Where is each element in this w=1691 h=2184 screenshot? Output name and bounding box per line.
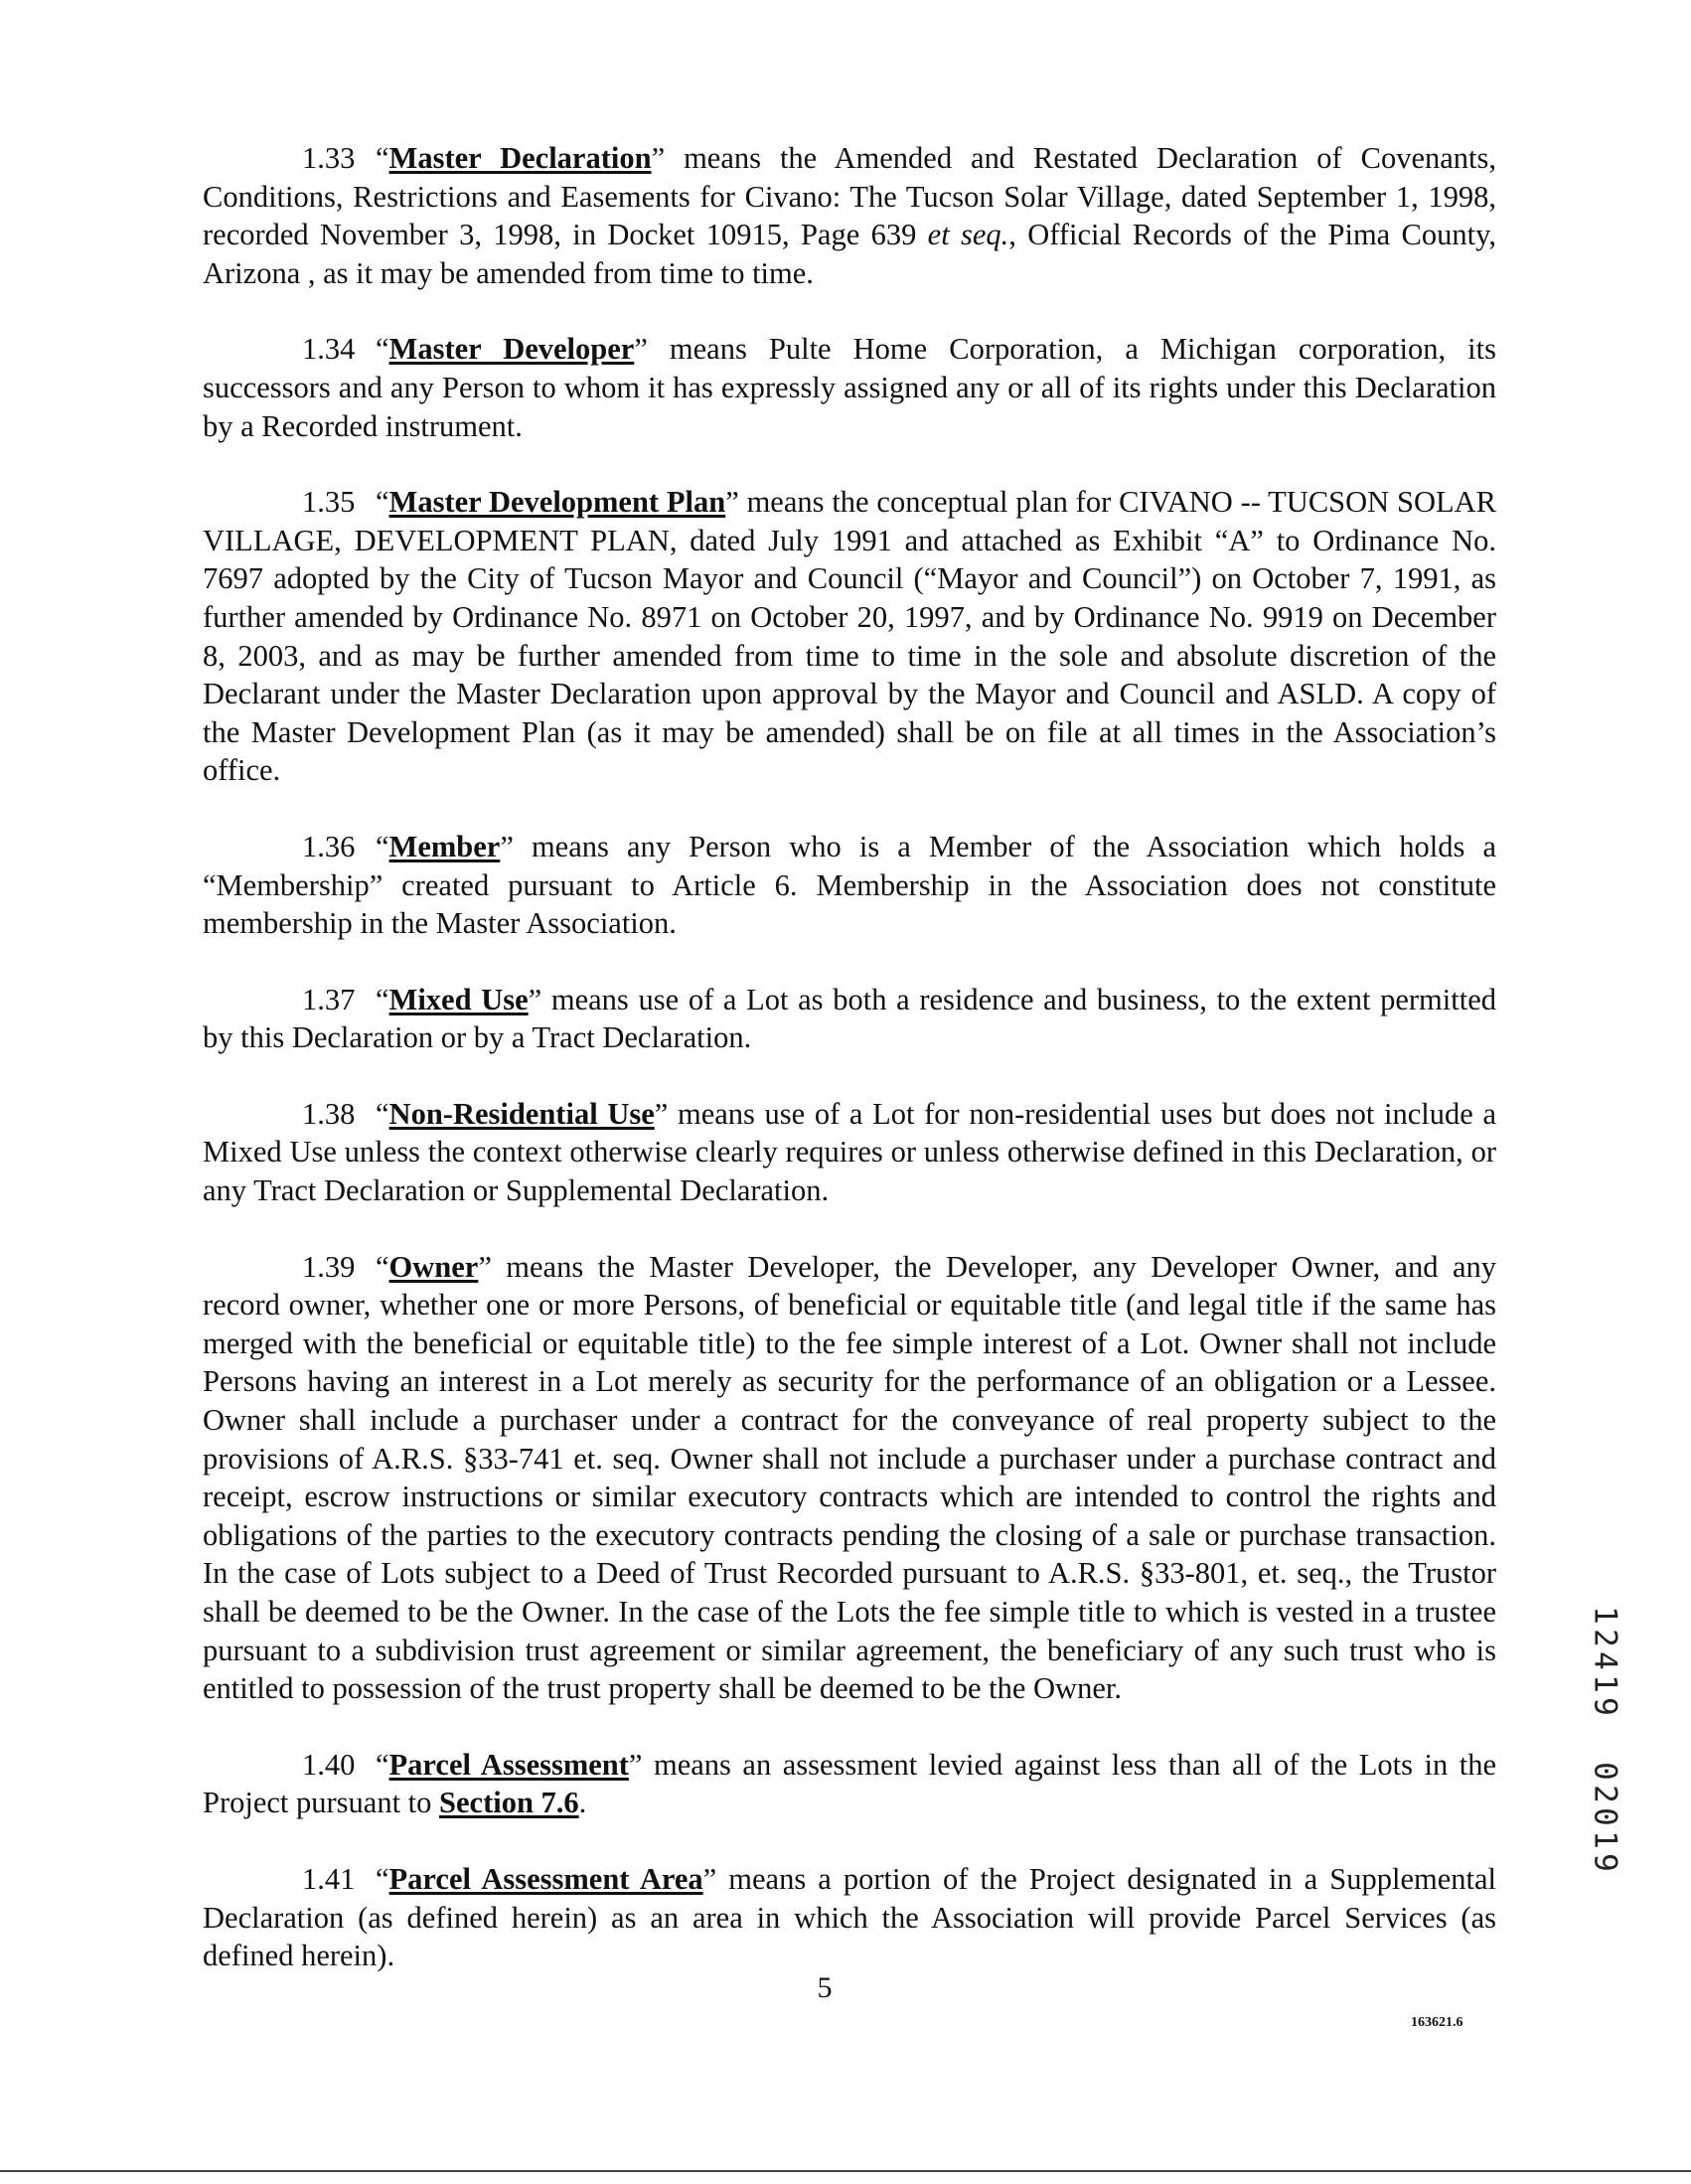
defined-term: Owner	[388, 1249, 479, 1284]
recording-stamp	[1587, 1604, 1623, 1874]
section-number: 1.40	[302, 1747, 356, 1782]
defined-term: Member	[388, 829, 501, 863]
definition-paragraph	[203, 981, 1496, 1057]
stamp-digit: 1	[1587, 1830, 1623, 1849]
section-number: 1.33	[302, 141, 356, 175]
definition-paragraph	[203, 1248, 1496, 1708]
defined-term: Master Declaration	[388, 141, 652, 175]
definitions-body	[203, 139, 1496, 2013]
definition-paragraph	[203, 828, 1496, 943]
paragraph-text: “	[376, 982, 389, 1016]
paragraph-text: ” means use of a Lot for non-residential uses but does not include a Mixed Use unless the context otherwise clearly requires or unless otherwise defined in this Declaration, or any Tract Declaration or Supplemental Declaration.	[203, 1096, 1496, 1208]
definition-paragraph	[203, 1746, 1496, 1822]
stamp-digit: 4	[1587, 1651, 1623, 1670]
paragraph-text: “	[376, 332, 389, 367]
stamp-digit: 2	[1587, 1785, 1623, 1803]
paragraph-text: ” means the Master Developer, the Developer, any Developer Owner, and any record owner, whether one or more Persons, of beneficial or equitable title (and legal title if the same has merged with the beneficial or equitable title) to the fee simple interest of a Lot. Owner shall not include Persons having an interest in a Lot merely as security for the performance of an obligation or a Lessee. Owner shall include a purchaser under a contract for the conveyance of real property subject to the provisions of A.R.S. §33-741 et. seq. Owner shall not include a purchaser under a purchase contract and receipt, escrow instructions or similar executory contracts which are intended to control the rights and obligations of the parties to the executory contracts pending the closing of a sale or purchase transaction. In the case of Lots subject to a Deed of Trust Recorded pursuant to A.R.S. §33-801, et. seq., the Trustor shall be deemed to be the Owner. In the case of the Lots the fee simple title to which is vested in a trustee pursuant to a subdivision trust agreement or similar agreement, the beneficiary of any such trust who is entitled to possession of the trust property shall be deemed to be the Owner.	[203, 1249, 1496, 1706]
section-number: 1.37	[302, 982, 356, 1016]
stamp-digit: 9	[1587, 1697, 1623, 1716]
defined-term: Parcel Assessment Area	[388, 1861, 703, 1896]
stamp-gap	[1590, 1718, 1619, 1760]
italic-text: et seq.	[927, 218, 1009, 252]
stamp-digit: 9	[1587, 1853, 1623, 1872]
page-number: 5	[817, 1971, 833, 2004]
stamp-digit: 1	[1587, 1674, 1623, 1693]
paragraph-text: .	[578, 1786, 587, 1820]
definition-paragraph	[203, 1860, 1496, 1975]
stamp-digit: 1	[1587, 1606, 1623, 1625]
paragraph-text: ” means the conceptual plan for CIVANO -- TUCSON SOLAR VILLAGE, DEVELOPMENT PLAN, dated July 1991 and attached as Exhibit “A” to Ordinance No. 7697 adopted by the City of Tucson Mayor and Council (“Mayor and Council”) on October 7, 1991, as further amended by Ordinance No. 8971 on October 20, 1997, and by Ordinance No. 9919 on December 8, 2003, and as may be further amended from time to time in the sole and absolute discretion of the Declarant under the Master Declaration upon approval by the Mayor and Council and ASLD. A copy of the Master Development Plan (as it may be amended) shall be on file at all times in the Association’s office.	[203, 485, 1496, 788]
paragraph-text: ” means use of a Lot as both a residence and business, to the extent permitted by this Declaration or by a Tract Declaration.	[203, 982, 1496, 1055]
defined-term: Master Development Plan	[388, 485, 726, 520]
paragraph-text: “	[376, 1096, 389, 1131]
definition-paragraph	[203, 1095, 1496, 1210]
paragraph-text: ” means Pulte Home Corporation, a Michigan corporation, its successors and any Person to whom it has expressly assigned any or all of its rights under this Declaration by a Recorded instrument.	[203, 332, 1496, 443]
paragraph-text: “	[376, 1249, 389, 1284]
paragraph-text: “	[376, 485, 389, 520]
stamp-digit: 0	[1587, 1807, 1623, 1826]
paragraph-text: “	[376, 1747, 389, 1782]
definition-paragraph	[203, 483, 1496, 790]
defined-term: Non-Residential Use	[388, 1096, 655, 1131]
section-number: 1.36	[302, 829, 356, 863]
stamp-digit: 0	[1587, 1762, 1623, 1781]
definition-paragraph	[203, 139, 1496, 292]
paragraph-text: ” means an assessment levied against less than all of the Lots in the Project pursuant to	[203, 1747, 1496, 1820]
definition-paragraph	[203, 330, 1496, 445]
section-number: 1.38	[302, 1096, 356, 1131]
bottom-scan-edge	[0, 2170, 1691, 2172]
section-reference: Section 7.6	[439, 1786, 579, 1820]
section-number: 1.35	[302, 485, 356, 520]
section-number: 1.41	[302, 1861, 356, 1896]
paragraph-text: ” means any Person who is a Member of the Association which holds a “Membership” created pursuant to Article 6. Membership in the Association does not constitute membership in the Master Association.	[203, 829, 1496, 941]
defined-term: Mixed Use	[388, 982, 529, 1016]
section-number: 1.34	[302, 332, 356, 367]
defined-term: Master Developer	[388, 332, 635, 367]
paragraph-text: “	[376, 1861, 389, 1896]
document-code: 163621.6	[1411, 2015, 1463, 2030]
paragraph-text: “	[376, 829, 389, 863]
paragraph-text: , Official Records of the Pima County, Arizona , as it may be amended from time to time.	[203, 218, 1496, 290]
paragraph-text: ” means the Amended and Restated Declaration of Covenants, Conditions, Restrictions and Easements for Civano: The Tucson Solar Village, dated September 1, 1998, recorded November 3, 1998, in Docket 10915, Page 639	[203, 141, 1496, 252]
paragraph-text: ” means a portion of the Project designated in a Supplemental Declaration (as defined herein) as an area in which the Association will provide Parcel Services (as defined herein).	[203, 1861, 1496, 1973]
paragraph-text: “	[376, 141, 389, 175]
stamp-digit: 2	[1587, 1629, 1623, 1647]
defined-term: Parcel Assessment	[388, 1747, 629, 1782]
section-number: 1.39	[302, 1249, 356, 1284]
